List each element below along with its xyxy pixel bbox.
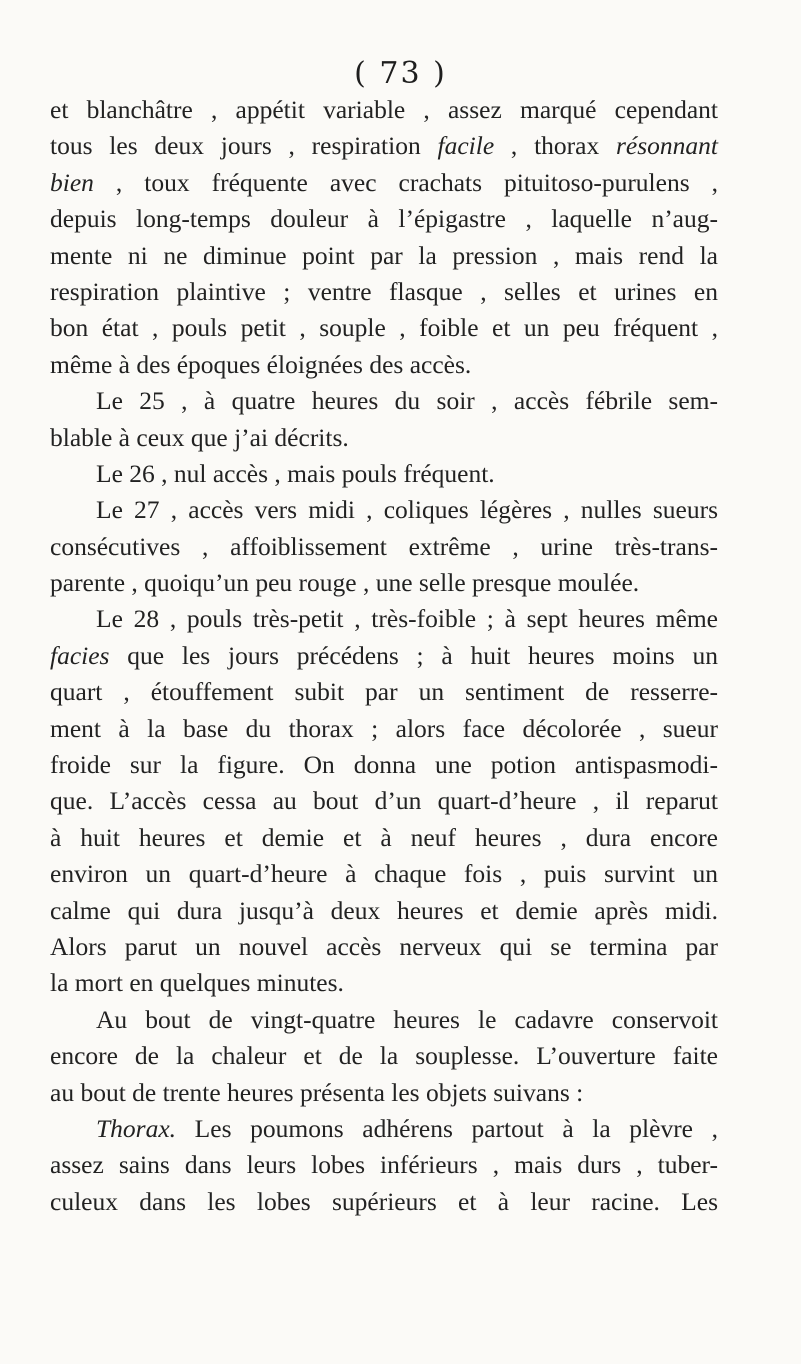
text-segment: , toux fréquente avec crachats pituitoso-purulens , (93, 167, 718, 197)
text-segment: à huit heures et demie et à neuf heures , dura encore (50, 822, 718, 852)
text-line (50, 929, 718, 965)
italic-text: facies (50, 640, 110, 670)
text-line (50, 238, 718, 274)
text-segment: culeux dans les lobes supérieurs et à leur racine. Les (50, 1186, 718, 1216)
text-segment: Au bout de vingt-quatre heures le cadavre conservoit (96, 1004, 718, 1034)
text-segment: blable à ceux que j’ai décrits. (50, 422, 349, 452)
text-segment: mente ni ne diminue point par la pression , mais rend la (50, 240, 718, 270)
body-text (50, 92, 718, 1220)
text-line (50, 783, 718, 819)
text-line (50, 1038, 718, 1074)
text-line (50, 92, 718, 128)
text-line (50, 601, 718, 637)
text-segment: au bout de trente heures présenta les objets suivans : (50, 1077, 584, 1107)
italic-text: bien (50, 167, 94, 197)
text-line (50, 165, 718, 201)
text-segment: Le 25 , à quatre heures du soir , accès fébrile sem- (96, 386, 718, 416)
text-line (50, 856, 718, 892)
text-line (50, 492, 718, 528)
text-line (50, 638, 718, 674)
text-line (50, 383, 718, 419)
text-line (50, 711, 718, 747)
text-segment: que les jours précédens ; à huit heures moins un (109, 640, 718, 670)
text-segment: Alors parut un nouvel accès nerveux qui se termina par (50, 931, 718, 961)
text-line (50, 820, 718, 856)
text-line (50, 201, 718, 237)
text-segment: environ un quart-d’heure à chaque fois , puis survint un (50, 859, 718, 889)
text-segment: ment à la base du thorax ; alors face décolorée , sueur (50, 713, 718, 743)
text-segment: depuis long-temps douleur à l’épigastre , laquelle n’aug- (50, 204, 718, 234)
text-segment: , thorax (494, 131, 616, 161)
text-segment: Le 27 , accès vers midi , coliques légères , nulles sueurs (96, 495, 718, 525)
text-segment: bon état , pouls petit , souple , foible et un peu fréquent , (50, 313, 718, 343)
text-segment: même à des époques éloignées des accès. (50, 349, 472, 379)
italic-text: Thorax. (96, 1113, 177, 1143)
text-line (50, 893, 718, 929)
text-segment: Le 28 , pouls très-petit , très-foible ; à sept heures même (96, 604, 718, 634)
text-line (50, 274, 718, 310)
text-line (50, 420, 718, 456)
text-line (50, 347, 718, 383)
italic-text: résonnant (616, 131, 718, 161)
text-line (50, 747, 718, 783)
text-segment: tous les deux jours , respiration (50, 131, 438, 161)
text-line (50, 1111, 718, 1147)
text-line (50, 310, 718, 346)
text-segment: consécutives , affoiblissement extrême , urine très-trans- (50, 531, 718, 561)
text-line (50, 456, 718, 492)
text-segment: assez sains dans leurs lobes inférieurs , mais durs , tuber- (50, 1150, 718, 1180)
text-segment: que. L’accès cessa au bout d’un quart-d’heure , il reparut (50, 786, 718, 816)
text-line (50, 128, 718, 164)
text-segment: respiration plaintive ; ventre flasque , selles et urines en (50, 276, 718, 306)
text-segment: parente , quoiqu’un peu rouge , une selle presque moulée. (50, 568, 640, 598)
text-line (50, 1184, 718, 1220)
text-segment: Le 26 , nul accès , mais pouls fréquent. (96, 458, 495, 488)
text-line (50, 965, 718, 1001)
page-number: ( 73 ) (354, 56, 447, 91)
text-line (50, 529, 718, 565)
text-segment: quart , étouffement subit par un sentiment de resserre- (50, 677, 718, 707)
text-segment: froide sur la figure. On donna une potion antispasmodi- (50, 750, 718, 780)
text-segment: Les poumons adhérens partout à la plèvre , (176, 1113, 718, 1143)
text-line (50, 1147, 718, 1183)
text-line (50, 674, 718, 710)
text-segment: et blanchâtre , appétit variable , assez marqué cependant (50, 95, 718, 124)
text-line (50, 1075, 718, 1111)
text-segment: la mort en quelques minutes. (50, 968, 344, 998)
italic-text: facile (437, 131, 495, 161)
text-line (50, 565, 718, 601)
text-line (50, 1002, 718, 1038)
text-segment: calme qui dura jusqu’à deux heures et demie après midi. (50, 895, 718, 925)
text-segment: encore de la chaleur et de la souplesse. L’ouverture faite (50, 1041, 718, 1071)
